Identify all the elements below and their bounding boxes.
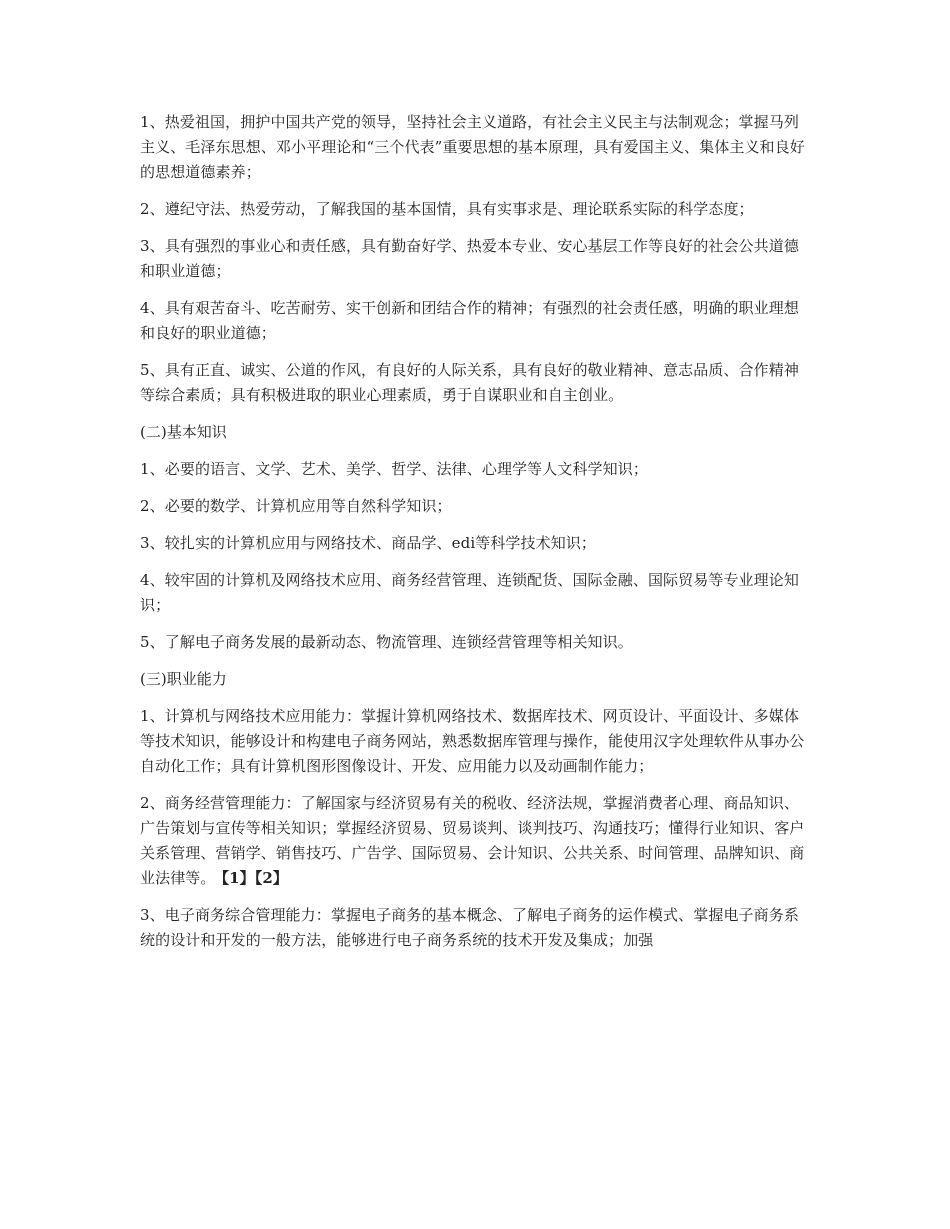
quality-item-5: 5、具有正直、诚实、公道的作风，有良好的人际关系，具有良好的敬业精神、意志品质、合作精神等综合素质；具有积极进取的职业心理素质，勇于自谋职业和自主创业。 — [140, 361, 799, 404]
document-body — [140, 110, 810, 965]
ability-item-2-text: 2、商务经营管理能力：了解国家与经济贸易有关的税收、经济法规，掌握消费者心理、商品知识、广告策划与宣传等相关知识；掌握经济贸易、贸易谈判、谈判技巧、沟通技巧；懂得行业知识、客户关系管理、营销学、销售技巧、广告学、国际贸易、会计知识、公共关系、时间管理、品牌知识、商业法律等。 — [140, 794, 805, 887]
quality-item-3: 3、具有强烈的事业心和责任感，具有勤奋好学、热爱本专业、安心基层工作等良好的社会公共道德和职业道德； — [140, 237, 799, 280]
knowledge-item-3: 3、较扎实的计算机应用与网络技术、商品学、edi等科学技术知识； — [140, 534, 597, 552]
ability-item-1: 1、计算机与网络技术应用能力：掌握计算机网络技术、数据库技术、网页设计、平面设计、多媒体等技术知识，能够设计和构建电子商务网站，熟悉数据库管理与操作，能使用汉字处理软件从事办公自动化工作；具有计算机图形图像设计、开发、应用能力以及动画制作能力； — [140, 707, 805, 775]
page-link-1[interactable]: 【1】 — [221, 869, 255, 887]
quality-item-4: 4、具有艰苦奋斗、吃苦耐劳、实干创新和团结合作的精神；有强烈的社会责任感，明确的职业理想和良好的职业道德； — [140, 299, 799, 342]
quality-item-2: 2、遵纪守法、热爱劳动，了解我国的基本国情，具有实事求是、理论联系实际的科学态度； — [140, 200, 754, 218]
knowledge-item-1: 1、必要的语言、文学、艺术、美学、哲学、法律、心理学等人文科学知识； — [140, 460, 648, 478]
ability-item-3: 3、电子商务综合管理能力：掌握电子商务的基本概念、了解电子商务的运作模式、掌握电子商务系统的设计和开发的一般方法，能够进行电子商务系统的技术开发及集成；加强 — [140, 906, 799, 949]
page-link-2[interactable]: 【2】 — [254, 869, 289, 887]
page-links — [222, 869, 289, 887]
ability-item-2 — [140, 791, 810, 891]
quality-item-1: 1、热爱祖国，拥护中国共产党的领导，坚持社会主义道路，有社会主义民主与法制观念；掌握马列主义、毛泽东思想、邓小平理论和“三个代表”重要思想的基本原理，具有爱国主义、集体主义和良好的思想道德素养； — [140, 113, 805, 181]
knowledge-item-2: 2、必要的数学、计算机应用等自然科学知识； — [140, 497, 452, 515]
knowledge-item-4: 4、较牢固的计算机及网络技术应用、商务经营管理、连锁配货、国际金融、国际贸易等专业理论知识； — [140, 571, 799, 614]
knowledge-heading: (二)基本知识 — [140, 423, 227, 441]
knowledge-item-5: 5、了解电子商务发展的最新动态、物流管理、连锁经营管理等相关知识。 — [140, 633, 633, 651]
ability-heading: (三)职业能力 — [140, 670, 227, 688]
